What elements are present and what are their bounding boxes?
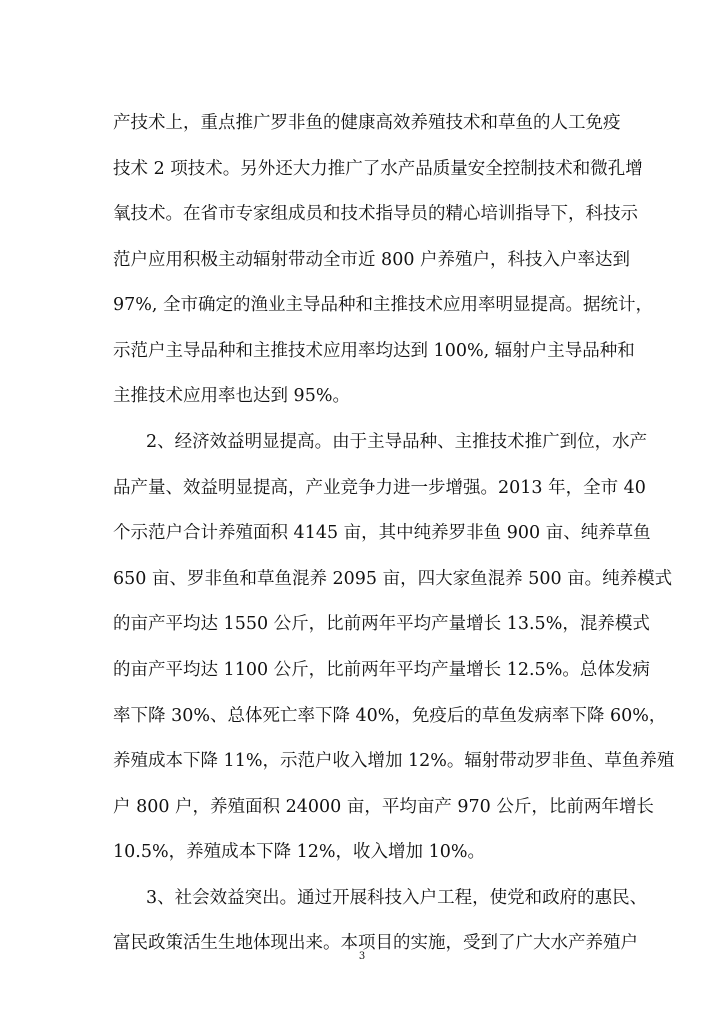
text-line: 率下降 30%、总体死亡率下降 40%，免疫后的草鱼发病率下降 60%，	[113, 706, 667, 726]
text-line: 个示范户合计养殖面积 4145 亩，其中纯养罗非鱼 900 亩、纯养草鱼	[113, 523, 651, 543]
text-line: 养殖成本下降 11%，示范户收入增加 12%。辐射带动罗非鱼、草鱼养殖	[113, 751, 675, 771]
text-line: 户 800 户，养殖面积 24000 亩，平均亩产 970 公斤，比前两年增长	[113, 797, 654, 817]
text-line: 技术 2 项技术。另外还大力推广了水产品质量安全控制技术和微孔增	[113, 159, 643, 179]
text-line: 产技术上，重点推广罗非鱼的健康高效养殖技术和草鱼的人工免疫	[113, 113, 621, 133]
text-line: 的亩产平均达 1550 公斤，比前两年平均产量增长 13.5%，混养模式	[113, 614, 650, 634]
text-line: 示范户主导品种和主推技术应用率均达到 100%, 辐射户主导品种和	[113, 341, 635, 361]
paragraph-2-heading-line: 2、经济效益明显提高。由于主导品种、主推技术推广到位，水产	[146, 432, 648, 452]
text-line: 10.5%，养殖成本下降 12%，收入增加 10%。	[113, 842, 486, 862]
text-line: 主推技术应用率也达到 95%。	[113, 386, 350, 406]
page-number: 3	[358, 951, 366, 962]
text-line: 的亩产平均达 1100 公斤，比前两年平均产量增长 12.5%。总体发病	[113, 660, 650, 680]
text-line: 650 亩、罗非鱼和草鱼混养 2095 亩，四大家鱼混养 500 亩。纯养模式	[113, 569, 673, 589]
paragraph-3-heading-line: 3、社会效益突出。通过开展科技入户工程，使党和政府的惠民、	[146, 888, 648, 908]
text-line: 品产量、效益明显提高，产业竞争力进一步增强。2013 年，全市 40	[113, 478, 646, 498]
text-line: 氧技术。在省市专家组成员和技术指导员的精心培训指导下，科技示	[113, 204, 638, 224]
text-line: 范户应用积极主动辐射带动全市近 800 户养殖户，科技入户率达到	[113, 250, 631, 270]
text-line: 97%, 全市确定的渔业主导品种和主推技术应用率明显提高。据统计，	[113, 295, 654, 315]
text-line: 富民政策活生生地体现出来。本项目的实施，受到了广大水产养殖户	[113, 933, 638, 953]
